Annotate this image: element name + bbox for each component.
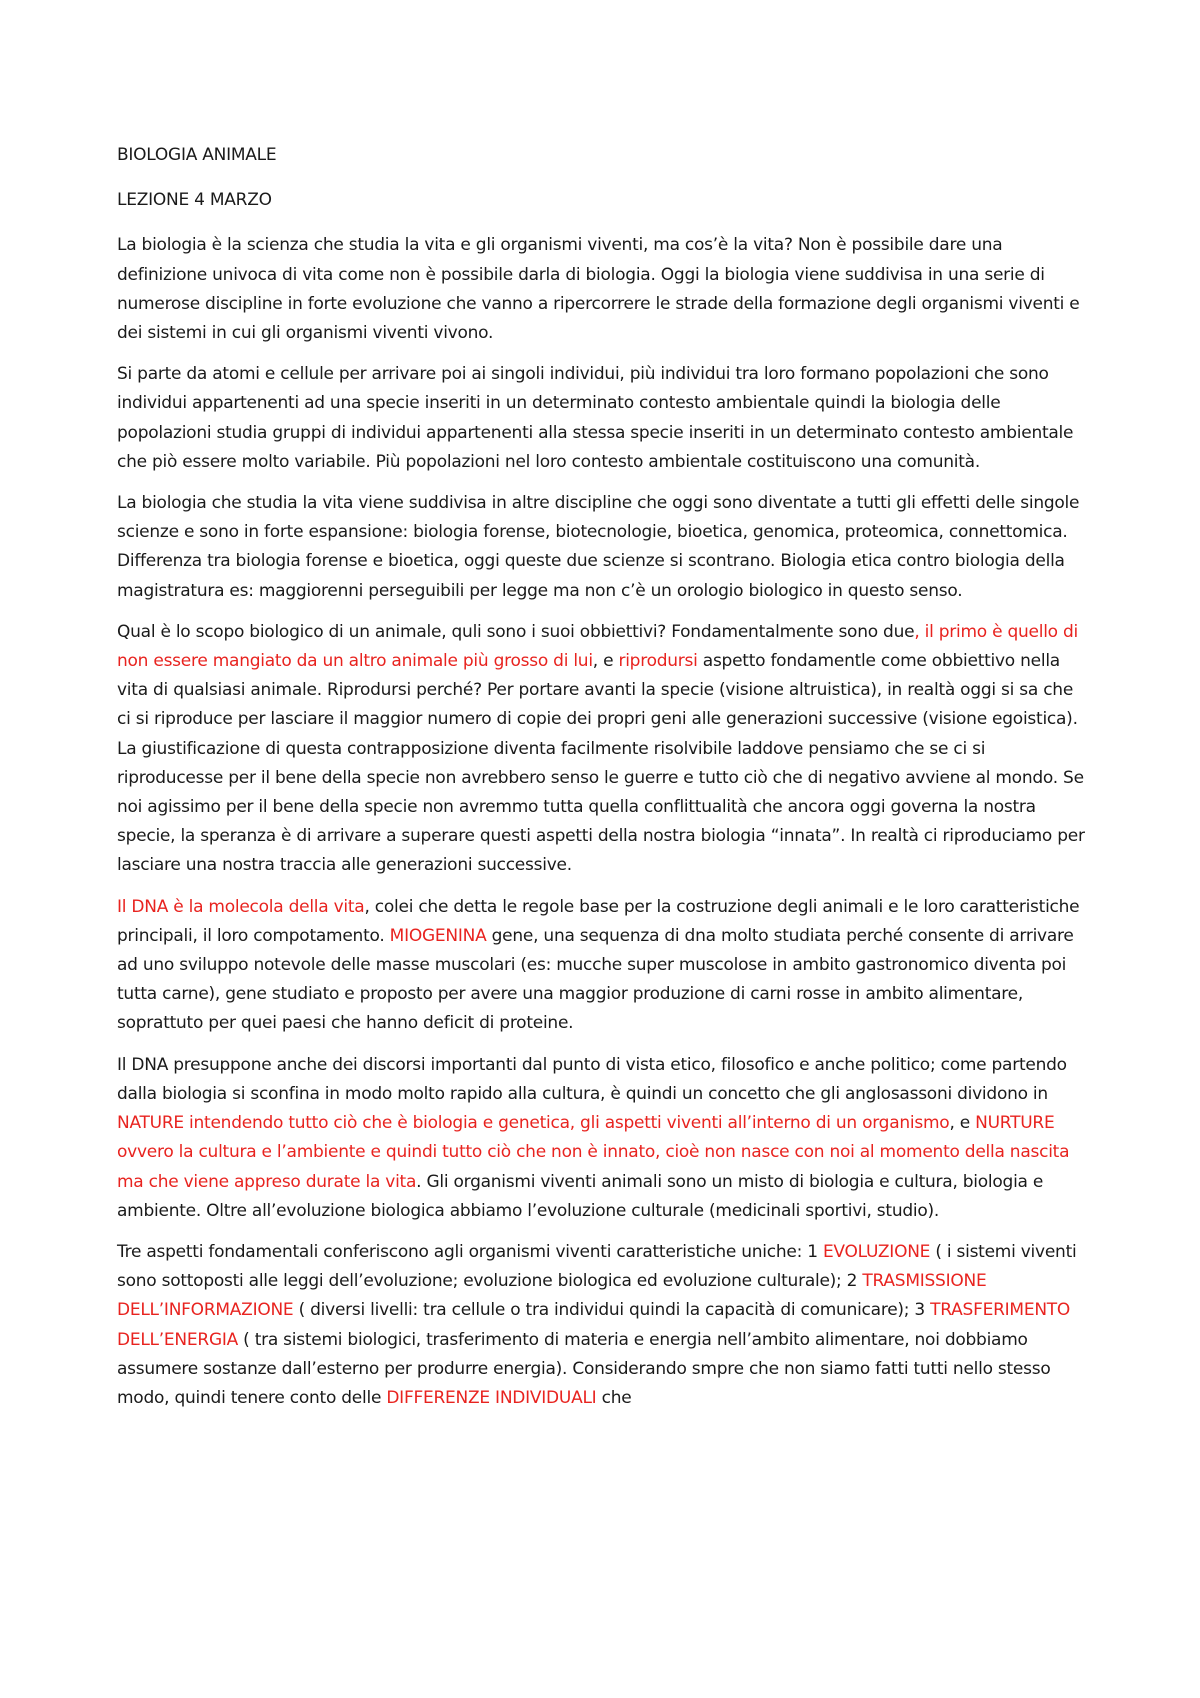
lesson-date-heading: LEZIONE 4 MARZO: [117, 190, 272, 211]
text-run: Il DNA presuppone anche dei discorsi importanti dal punto di vista etico, filosofico e anche politico; come partendo dalla biologia si sconfina in modo molto rapido alla cultura, è quindi un concetto che gli anglosassoni dividono in: [117, 1054, 1067, 1104]
highlighted-text: DIFFERENZE INDIVIDUALI: [386, 1387, 597, 1408]
text-run: che: [596, 1387, 632, 1408]
text-run: ( diversi livelli: tra cellule o tra individui quindi la capacità di comunicare); 3: [293, 1300, 931, 1321]
text-run: gene, una sequenza di dna molto studiata perché consente di arrivare ad uno sviluppo notevole delle masse muscolari (es: mucche super muscolose in ambito gastronomico diventa poi tutta carne), gene studiato e proposto per avere una maggior produzione di carni rosse in ambito alimentare, soprattuto per quei paesi che hanno deficit di proteine.: [117, 925, 1074, 1034]
text-run: , e: [949, 1113, 976, 1134]
highlighted-text: EVOLUZIONE: [822, 1241, 931, 1262]
highlighted-text: MIOGENINA: [389, 925, 487, 946]
text-run: La biologia che studia la vita viene suddivisa in altre discipline che oggi sono diventate a tutti gli effetti delle singole scienze e sono in forte espansione: biologia forense, biotecnologie, bioetica, genomica, proteomica, connettomica. Differenza tra biologia forense e bioetica, oggi queste due scienze si scontrano. Biologia etica contro biologia della magistratura es: maggiorenni perseguibili per legge ma non c’è un orologio biologico in questo senso.: [117, 493, 1080, 601]
highlighted-text: riprodursi: [618, 651, 698, 672]
highlighted-text: TRASMISSIONE DELL’INFORMAZIONE: [117, 1271, 987, 1321]
text-run: Qual è lo scopo biologico di un animale, quli sono i suoi obbiettivi? Fondamentalmente sono due: [117, 621, 915, 642]
paragraph: [117, 1051, 1087, 1226]
paragraph: [117, 360, 1087, 477]
highlighted-text: TRASFERIMENTO DELL’ENERGIA: [117, 1300, 1071, 1350]
text-run: . Gli organismi viventi animali sono un misto di biologia e cultura, biologia e ambiente. Oltre all’evoluzione biologica abbiamo l’evoluzione culturale (medicinali sportivi, studio).: [117, 1171, 1044, 1221]
text-run: La biologia è la scienza che studia la vita e gli organismi viventi, ma cos’è la vita? Non è possibile dare una definizione univoca di vita come non è possibile darla di biologia. Oggi la biologia viene suddivisa in una serie di numerose discipline in forte evoluzione che vanno a ripercorrere le strade della formazione degli organismi viventi e dei sistemi in cui gli organismi viventi vivono.: [117, 235, 1080, 344]
paragraph-list: [117, 231, 1087, 1413]
text-run: aspetto fondamentle come obbiettivo nella vita di qualsiasi animale. Riprodursi perché? Per portare avanti la specie (visione altruistica), in realtà oggi si sa che ci si riproduce per lasciare il maggior numero di copie dei propri geni alle generazioni successive (visione egoistica). La giustificazione di questa contrapposizione diventa facilmente risolvibile laddove pensiamo che se ci si riproducesse per il bene della specie non avrebbero senso le guerre e tutto ciò che di negativo avviene al mondo. Se noi agissimo per il bene della specie non avremmo tutta quella conflittualità che ancora oggi governa la nostra specie, la speranza è di arrivare a superare questi aspetti della nostra biologia “innata”. In realtà ci riproduciamo per lasciare una nostra traccia alle generazioni successive.: [117, 651, 1085, 876]
highlighted-text: NURTURE ovvero la cultura e l’ambiente e quindi tutto ciò che non è innato, cioè non nasce con noi al momento della nascita ma che viene appreso durate la vita: [117, 1113, 1070, 1192]
paragraph: [117, 893, 1087, 1039]
text-run: Tre aspetti fondamentali conferiscono agli organismi viventi caratteristiche uniche: 1: [117, 1241, 823, 1262]
paragraph: [117, 1238, 1087, 1413]
text-run: ( i sistemi viventi sono sottoposti alle leggi dell’evoluzione; evoluzione biologica ed evoluzione culturale); 2: [117, 1241, 1077, 1292]
paragraph: [117, 489, 1087, 606]
text-run: , colei che detta le regole base per la costruzione degli animali e le loro caratteristiche principali, il loro compotamento.: [117, 896, 1080, 946]
document-body: [117, 141, 1087, 1425]
text-run: Si parte da atomi e cellule per arrivare poi ai singoli individui, più individui tra loro formano popolazioni che sono individui appartenenti ad una specie inseriti in un determinato contesto ambientale quindi la biologia delle popolazioni studia gruppi di individui appartenenti alla stessa specie inseriti in un determinato contesto ambientale che piò essere molto variabile. Più popolazioni nel loro contesto ambientale costituiscono una comunità.: [117, 364, 1074, 472]
paragraph: [117, 618, 1087, 881]
paragraph: [117, 231, 1087, 348]
text-run: , e: [592, 651, 619, 672]
highlighted-text: NATURE intendendo tutto ciò che è biologia e genetica, gli aspetti viventi all’interno di un organismo: [117, 1113, 950, 1134]
highlighted-text: , il primo è quello di non essere mangiato da un altro animale più grosso di lui: [117, 621, 1078, 672]
highlighted-text: Il DNA è la molecola della vita: [117, 896, 365, 917]
text-run: ( tra sistemi biologici, trasferimento di materia e energia nell’ambito alimentare, noi dobbiamo assumere sostanze dall’esterno per produrre energia). Considerando smpre che non siamo fatti tutti nello stesso modo, quindi tenere conto delle: [117, 1329, 1051, 1408]
document-title: BIOLOGIA ANIMALE: [117, 145, 277, 165]
